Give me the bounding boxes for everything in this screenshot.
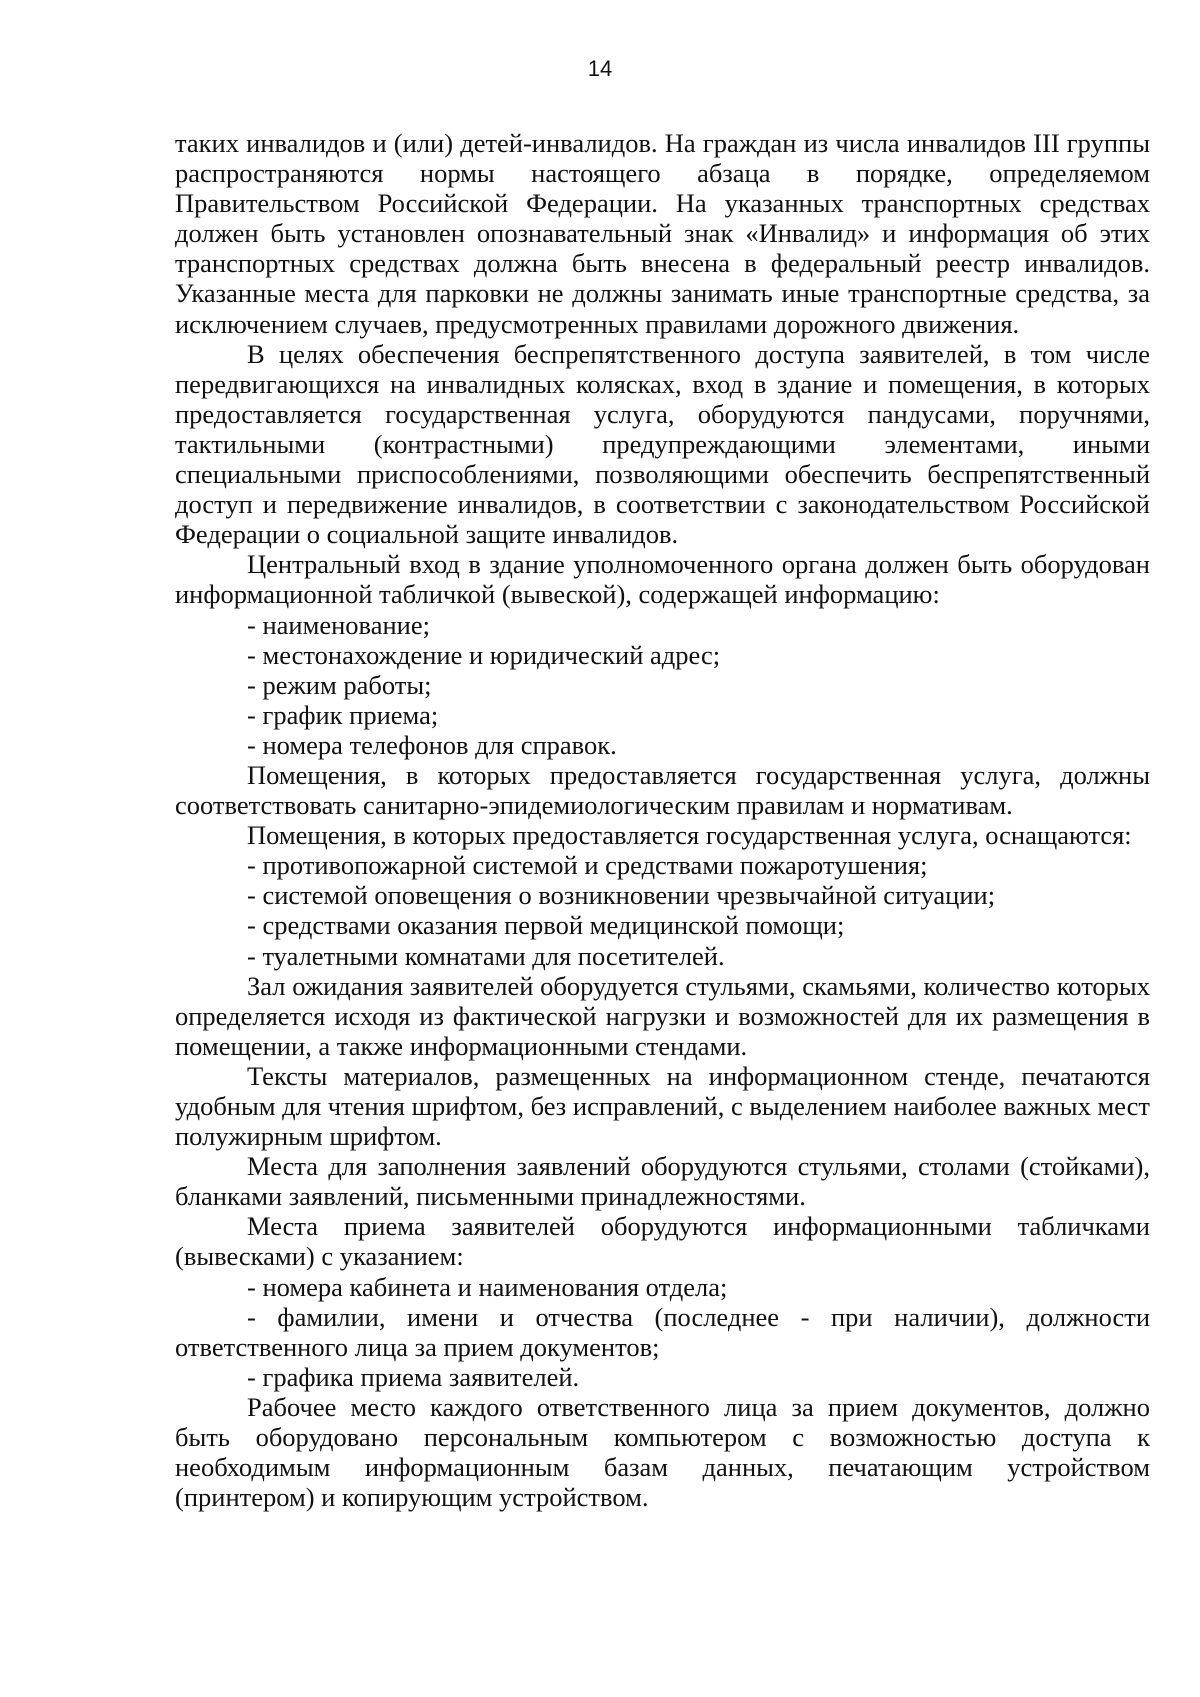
paragraph-sanitary: Помещения, в которых предоставляется государственная услуга, должны соответствовать санитарно-эпидемиологическим правилам и нормативам. (175, 759, 1150, 821)
paragraph-reception-places: Места приема заявителей оборудуются информационными табличками (вывесками) с указанием: (175, 1211, 1150, 1272)
paragraph-central-entrance: Центральный вход в здание уполномоченного органа должен быть оборудован информационной табличкой (вывеской), содержащей информацию: (175, 549, 1150, 610)
list-item: - противопожарной системой и средствами пожаротушения; (247, 850, 928, 881)
list-item: - местонахождение и юридический адрес; (247, 639, 721, 670)
paragraph-accessibility: В целях обеспечения беспрепятственного доступа заявителей, в том числе передвигающихся на инвалидных колясках, вход в здание и помещения, в которых предоставляется государственная услуга, оборудуются пандусами, поручнями, тактильными (контрастными) предупреждающими элементами, иными специальными приспособлениями, позволяющими обеспечить беспрепятственный доступ и передвижение инвалидов, в соответствии с законодательством Российской Федерации о социальной защите инвалидов. (175, 338, 1150, 550)
list-item: - графика приема заявителей. (247, 1361, 580, 1392)
list-item: - режим работы; (247, 669, 432, 700)
paragraph-form-filling: Места для заполнения заявлений оборудуются стульями, столами (стойками), бланками заявлений, письменными принадлежностями. (175, 1151, 1150, 1212)
paragraph-workplace: Рабочее место каждого ответственного лица за прием документов, должно быть оборудовано персональным компьютером с возможностью доступа к необходимым информационным базам данных, печатающим устройством (принтером) и копирующим устройством. (175, 1391, 1150, 1513)
list-item: - фамилии, имени и отчества (последнее - при наличии), должности ответственного лица за прием документов; (175, 1301, 1150, 1362)
list-item: - номера телефонов для справок. (247, 729, 617, 760)
list-item: - туалетными комнатами для посетителей. (247, 940, 725, 971)
list-item: - средствами оказания первой медицинской помощи; (247, 910, 845, 941)
list-item: - номера кабинета и наименования отдела; (247, 1271, 728, 1302)
paragraph-info-stand: Тексты материалов, размещенных на информационном стенде, печатаются удобным для чтения шрифтом, без исправлений, с выделением наиболее важных мест полужирным шрифтом. (175, 1060, 1150, 1152)
page-number: 14 (587, 56, 613, 81)
paragraph-equipment: Помещения, в которых предоставляется государственная услуга, оснащаются: (247, 820, 1132, 851)
list-item: - график приема; (247, 699, 439, 730)
list-item: - наименование; (247, 609, 430, 640)
paragraph-continuation: таких инвалидов и (или) детей-инвалидов. На граждан из числа инвалидов III группы распространяются нормы настоящего абзаца в порядке, определяемом Правительством Российской Федерации. На указанных транспортных средствах должен быть установлен опознавательный знак «Инвалид» и информация об этих транспортных средствах должна быть внесена в федеральный реестр инвалидов. Указанные места для парковки не должны занимать иные транспортные средства, за исключением случаев, предусмотренных правилами дорожного движения. (175, 128, 1150, 339)
paragraph-waiting-hall: Зал ожидания заявителей оборудуется стульями, скамьями, количество которых определяется исходя из фактической нагрузки и возможностей для их размещения в помещении, а также информационными стендами. (175, 970, 1150, 1061)
list-item: - системой оповещения о возникновении чрезвычайной ситуации; (247, 880, 996, 911)
document-body (175, 128, 1150, 1512)
